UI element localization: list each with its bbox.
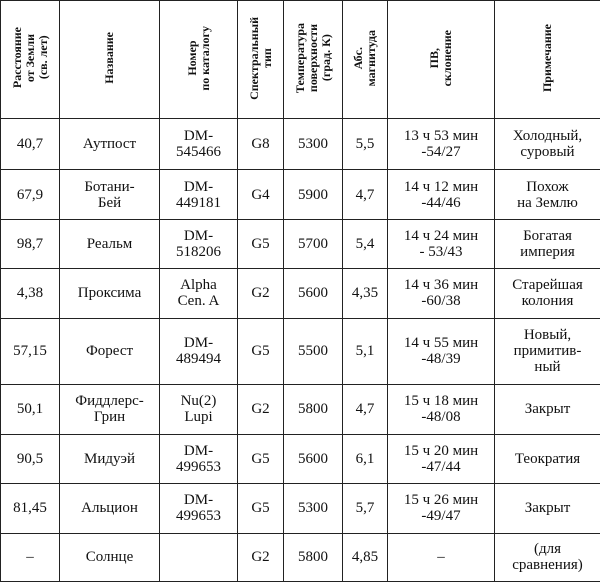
cell-text: Аутпост — [82, 136, 137, 153]
header-name: Название — [60, 1, 160, 119]
cell-spectral-type — [238, 318, 284, 385]
cell-text: 5700 — [298, 236, 328, 253]
cell-spectral-type — [238, 219, 284, 268]
cell-distance — [1, 533, 60, 581]
cell-text: Новый, примитив- ный — [513, 327, 582, 376]
cell-text: 50,1 — [16, 401, 44, 418]
cell-text: Старейшая колония — [512, 277, 583, 310]
cell-text: 4,7 — [355, 186, 375, 203]
cell-text: 5600 — [298, 285, 328, 302]
cell-text: Реальм — [86, 236, 133, 253]
cell-spectral-type — [238, 533, 284, 581]
cell-text: G5 — [251, 450, 270, 467]
cell-text: G4 — [251, 186, 270, 203]
cell-name — [60, 533, 160, 581]
header-catalog-number: Номер по каталогу — [160, 1, 238, 119]
header-note: Примечание — [495, 1, 600, 119]
cell-text: G5 — [251, 500, 270, 517]
cell-text: 5300 — [298, 136, 328, 153]
cell-distance — [1, 434, 60, 483]
cell-text: Альцион — [81, 500, 138, 517]
table-row — [1, 533, 600, 581]
cell-text: DM- 489494 — [176, 335, 221, 368]
cell-surface-temperature — [284, 434, 343, 483]
cell-absolute-magnitude — [343, 385, 388, 434]
cell-text: 14 ч 12 мин -44/46 — [403, 178, 479, 211]
cell-surface-temperature — [284, 269, 343, 318]
table-row — [1, 269, 600, 318]
cell-catalog-number — [160, 269, 238, 318]
table-row — [1, 119, 600, 170]
cell-surface-temperature — [284, 119, 343, 170]
cell-text: G8 — [251, 136, 270, 153]
cell-distance — [1, 219, 60, 268]
cell-surface-temperature — [284, 219, 343, 268]
cell-text: Похож на Землю — [517, 178, 578, 211]
cell-distance — [1, 385, 60, 434]
cell-text: 5900 — [298, 186, 328, 203]
cell-note — [495, 533, 600, 581]
cell-text: G5 — [251, 236, 270, 253]
header-row — [1, 1, 600, 119]
cell-text: 5,5 — [355, 136, 375, 153]
cell-text: 6,1 — [355, 450, 375, 467]
cell-text: Закрыт — [524, 401, 571, 418]
cell-text: Проксима — [77, 285, 142, 302]
cell-surface-temperature — [284, 484, 343, 533]
cell-spectral-type — [238, 119, 284, 170]
cell-ra-declination — [388, 119, 495, 170]
cell-text: G2 — [251, 401, 270, 418]
cell-note — [495, 269, 600, 318]
cell-text: 90,5 — [16, 450, 44, 467]
cell-text: (для сравнения) — [512, 541, 583, 574]
cell-text: 5800 — [298, 401, 328, 418]
cell-distance — [1, 484, 60, 533]
cell-name — [60, 170, 160, 219]
cell-surface-temperature — [284, 385, 343, 434]
cell-text: Закрыт — [524, 500, 571, 517]
cell-ra-declination — [388, 484, 495, 533]
cell-text: – — [26, 549, 34, 566]
cell-text: 5,1 — [355, 343, 375, 360]
cell-catalog-number — [160, 385, 238, 434]
cell-catalog-number — [160, 533, 238, 581]
cell-catalog-number — [160, 119, 238, 170]
cell-text: Холодный, суровый — [512, 128, 583, 161]
cell-text: 14 ч 24 мин - 53/43 — [403, 228, 479, 261]
cell-text: 5,7 — [355, 500, 375, 517]
cell-text: 40,7 — [16, 136, 44, 153]
cell-text: 15 ч 20 мин -47/44 — [403, 442, 479, 475]
cell-catalog-number — [160, 318, 238, 385]
cell-spectral-type — [238, 269, 284, 318]
cell-note — [495, 318, 600, 385]
cell-absolute-magnitude — [343, 318, 388, 385]
table-row — [1, 385, 600, 434]
cell-spectral-type — [238, 434, 284, 483]
cell-text: 5800 — [298, 549, 328, 566]
cell-absolute-magnitude — [343, 269, 388, 318]
cell-text: Alpha Cen. A — [177, 277, 220, 310]
cell-catalog-number — [160, 434, 238, 483]
cell-text: 5300 — [298, 500, 328, 517]
cell-name — [60, 269, 160, 318]
cell-note — [495, 219, 600, 268]
cell-text: 5600 — [298, 450, 328, 467]
cell-absolute-magnitude — [343, 484, 388, 533]
cell-text: 81,45 — [13, 500, 47, 517]
cell-spectral-type — [238, 170, 284, 219]
cell-text: 15 ч 26 мин -49/47 — [403, 492, 479, 525]
cell-name — [60, 119, 160, 170]
cell-text: DM- 499653 — [176, 492, 221, 525]
cell-text: 67,9 — [16, 186, 44, 203]
cell-catalog-number — [160, 170, 238, 219]
cell-catalog-number — [160, 219, 238, 268]
table-row — [1, 219, 600, 268]
cell-text: 5500 — [298, 343, 328, 360]
table-row — [1, 318, 600, 385]
cell-text: G2 — [251, 285, 270, 302]
cell-name — [60, 484, 160, 533]
cell-text: 15 ч 18 мин -48/08 — [403, 393, 479, 426]
cell-text: 57,15 — [13, 343, 47, 360]
cell-surface-temperature — [284, 533, 343, 581]
cell-absolute-magnitude — [343, 434, 388, 483]
table-row — [1, 170, 600, 219]
cell-note — [495, 385, 600, 434]
cell-absolute-magnitude — [343, 533, 388, 581]
cell-text: 13 ч 53 мин -54/27 — [403, 128, 479, 161]
header-ra-declination: ПВ, склонение — [388, 1, 495, 119]
cell-text: – — [437, 549, 445, 566]
cell-ra-declination — [388, 533, 495, 581]
header-spectral-type: Спектральный тип — [238, 1, 284, 119]
cell-text: 98,7 — [16, 236, 44, 253]
cell-distance — [1, 269, 60, 318]
cell-ra-declination — [388, 170, 495, 219]
cell-name — [60, 219, 160, 268]
cell-distance — [1, 170, 60, 219]
cell-name — [60, 318, 160, 385]
cell-text: G5 — [251, 343, 270, 360]
cell-absolute-magnitude — [343, 119, 388, 170]
cell-text: G2 — [251, 549, 270, 566]
cell-name — [60, 434, 160, 483]
cell-note — [495, 119, 600, 170]
cell-text: 4,35 — [351, 285, 379, 302]
cell-text: Ботани- Бей — [84, 178, 135, 211]
cell-text: 14 ч 36 мин -60/38 — [403, 277, 479, 310]
cell-note — [495, 170, 600, 219]
cell-ra-declination — [388, 385, 495, 434]
table-row — [1, 434, 600, 483]
cell-text: Форест — [85, 343, 134, 360]
cell-absolute-magnitude — [343, 219, 388, 268]
cell-ra-declination — [388, 434, 495, 483]
cell-distance — [1, 318, 60, 385]
cell-ra-declination — [388, 219, 495, 268]
cell-text: DM- 545466 — [176, 128, 221, 161]
cell-text: DM- 449181 — [176, 178, 221, 211]
cell-text: Мидуэй — [84, 450, 135, 467]
cell-ra-declination — [388, 269, 495, 318]
cell-text: 5,4 — [355, 236, 375, 253]
cell-surface-temperature — [284, 170, 343, 219]
cell-text: 4,7 — [355, 401, 375, 418]
cell-ra-declination — [388, 318, 495, 385]
cell-note — [495, 484, 600, 533]
cell-spectral-type — [238, 484, 284, 533]
header-distance: Расстояние от Земли (св. лет) — [1, 1, 60, 119]
cell-text: Богатая империя — [520, 228, 575, 261]
cell-name — [60, 385, 160, 434]
cell-catalog-number — [160, 484, 238, 533]
cell-text: DM- 518206 — [176, 228, 221, 261]
cell-text: Солнце — [85, 549, 134, 566]
cell-text: Теократия — [514, 450, 581, 467]
cell-text: 4,85 — [351, 549, 379, 566]
header-surface-temperature: Температура поверхности (град. К) — [284, 1, 343, 119]
cell-text: Nu(2) Lupi — [180, 393, 217, 426]
table-row — [1, 484, 600, 533]
cell-spectral-type — [238, 385, 284, 434]
header-absolute-magnitude: Абс. магнитуда — [343, 1, 388, 119]
cell-text: 4,38 — [16, 285, 44, 302]
cell-absolute-magnitude — [343, 170, 388, 219]
cell-distance — [1, 119, 60, 170]
cell-note — [495, 434, 600, 483]
cell-text: DM- 499653 — [176, 442, 221, 475]
cell-surface-temperature — [284, 318, 343, 385]
cell-text: 14 ч 55 мин -48/39 — [403, 335, 479, 368]
cell-text: Фиддлерс- Грин — [75, 393, 144, 426]
